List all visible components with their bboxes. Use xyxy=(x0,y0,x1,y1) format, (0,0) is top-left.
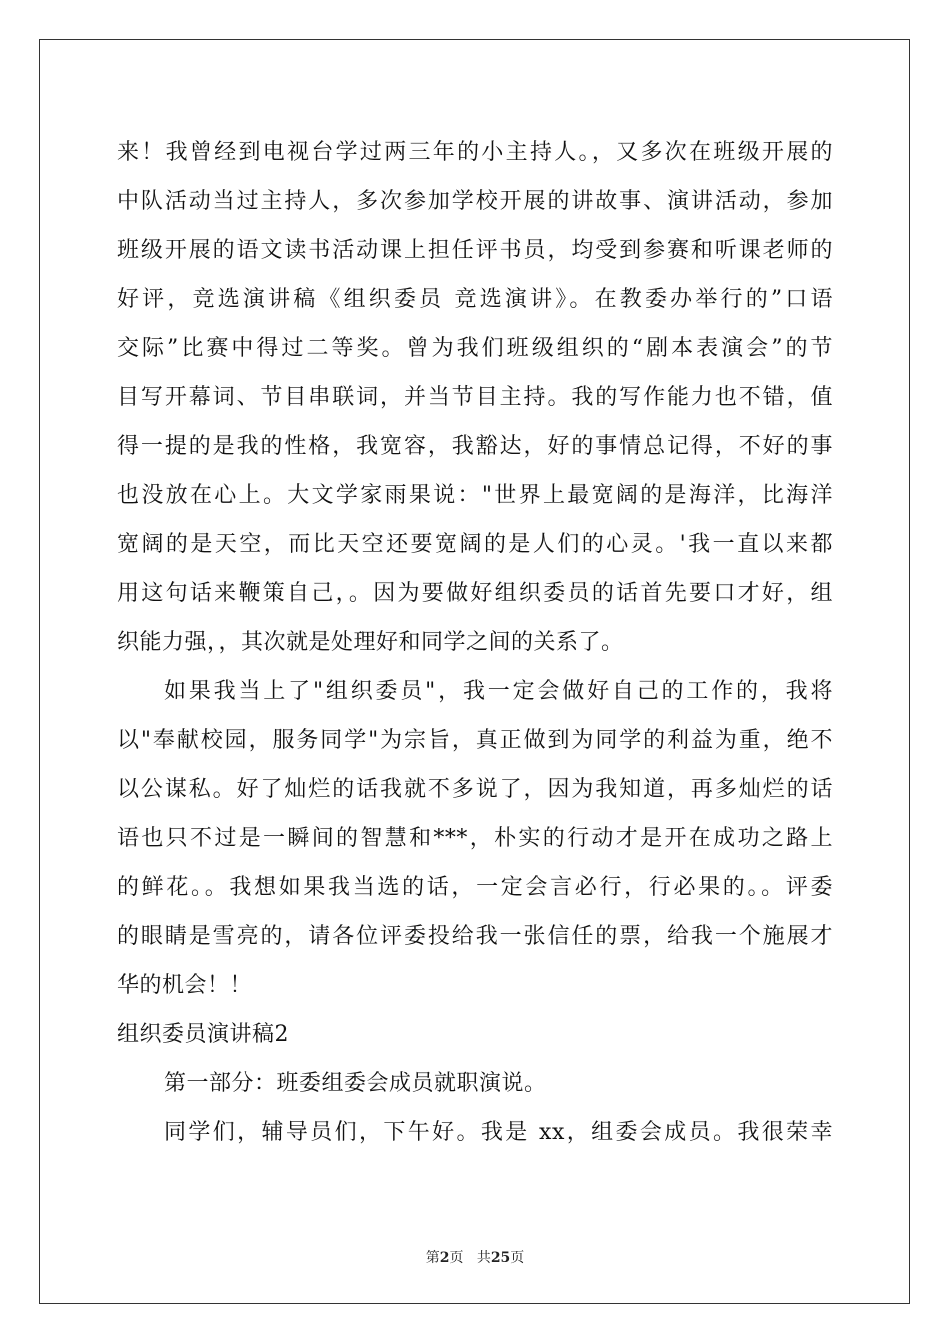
text-line: 用这句话来鞭策自己，。因为要做好组织委员的话首先要口才好，组 xyxy=(117,581,833,606)
paragraph xyxy=(117,128,833,667)
text-line: 同学们，辅导员们，下午好。我是 xx，组委会成员。我很荣幸 xyxy=(164,1120,833,1145)
text-line: 的眼睛是雪亮的，请各位评委投给我一张信任的票，给我一个施展才 xyxy=(117,924,833,949)
text-line: 目写开幕词、节目串联词，并当节目主持。我的写作能力也不错，值 xyxy=(117,385,833,410)
text-line: 的鲜花。。我想如果我当选的话，一定会言必行，行必果的。。评委 xyxy=(117,875,833,900)
text-line: 语也只不过是一瞬间的智慧和***，朴实的行动才是开在成功之路上 xyxy=(117,826,833,851)
footer-page-number: 2 xyxy=(439,1250,450,1266)
footer-total-suffix: 页 xyxy=(510,1250,525,1266)
text-line: 华的机会！！ xyxy=(117,973,253,998)
text-line: 也没放在心上。大文学家雨果说："世界上最宽阔的是海洋，比海洋 xyxy=(117,483,833,508)
document-body xyxy=(117,128,833,1157)
text-line: 以公谋私。好了灿烂的话我就不多说了，因为我知道，再多灿烂的话 xyxy=(117,777,833,802)
footer-page-prefix: 第 xyxy=(425,1250,440,1266)
footer-page-suffix: 页 xyxy=(449,1250,464,1266)
text-line: 好评，竞选演讲稿《组织委员 竞选演讲》。在教委办举行的”口语 xyxy=(117,287,833,312)
paragraph xyxy=(117,667,833,1010)
text-line: 得一提的是我的性格，我宽容，我豁达，好的事情总记得，不好的事 xyxy=(117,434,833,459)
page-footer xyxy=(0,1247,950,1267)
text-line: 织能力强，，其次就是处理好和同学之间的关系了。 xyxy=(117,630,624,655)
text-line: 以"奉献校园，服务同学"为宗旨，真正做到为同学的利益为重，绝不 xyxy=(117,728,833,753)
section-heading: 组织委员演讲稿2 xyxy=(117,1022,289,1047)
text-line: 如果我当上了"组织委员"，我一定会做好自己的工作的，我将 xyxy=(164,679,833,704)
footer-total-pages: 25 xyxy=(490,1250,511,1266)
text-line: 来！我曾经到电视台学过两三年的小主持人。，又多次在班级开展的 xyxy=(117,140,833,165)
text-line: 班级开展的语文读书活动课上担任评书员，均受到参赛和听课老师的 xyxy=(117,238,833,263)
footer-total-prefix: 共 xyxy=(476,1250,491,1266)
section-subheading: 第一部分：班委组委会成员就职演说。 xyxy=(164,1071,547,1096)
text-line: 宽阔的是天空，而比天空还要宽阔的是人们的心灵。'我一直以来都 xyxy=(117,532,833,557)
text-line: 交际”比赛中得过二等奖。曾为我们班级组织的“剧本表演会”的节 xyxy=(117,336,833,361)
text-line: 中队活动当过主持人，多次参加学校开展的讲故事、演讲活动，参加 xyxy=(117,189,833,214)
